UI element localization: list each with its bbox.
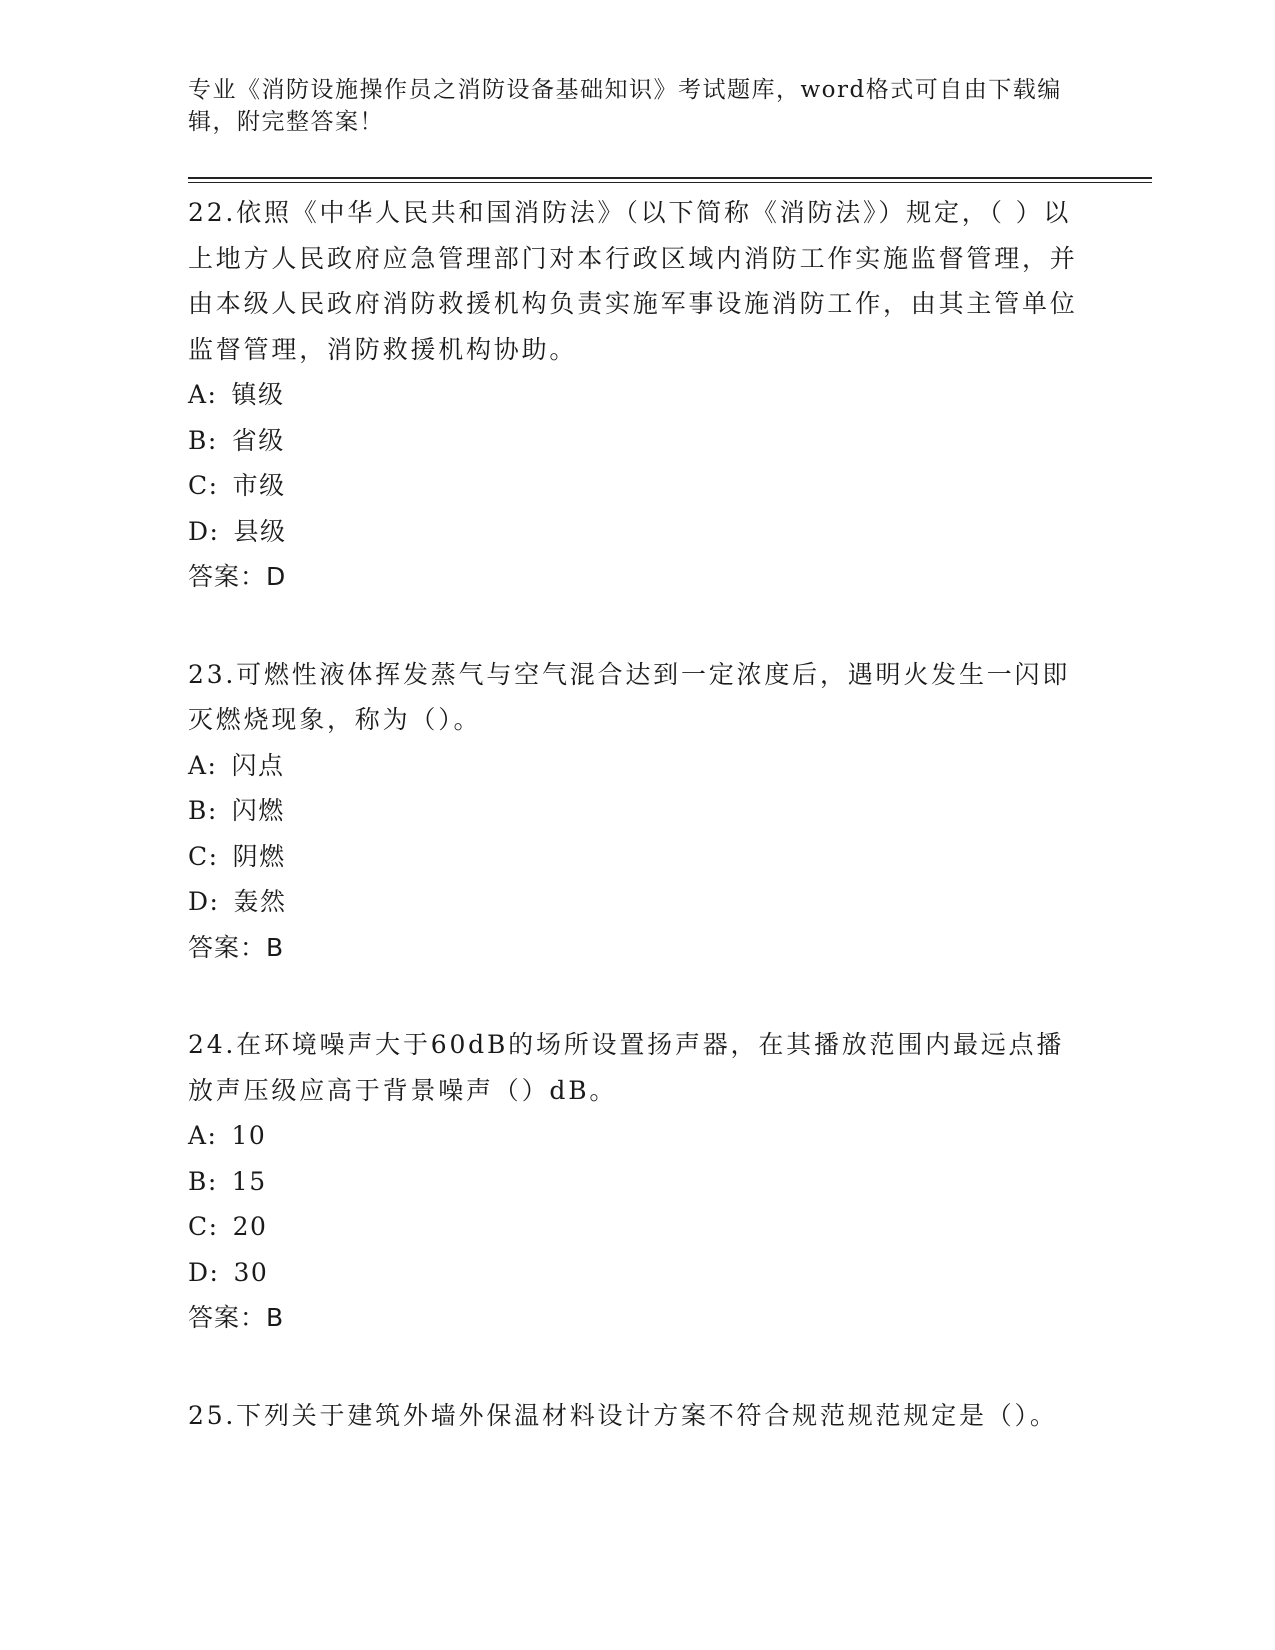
option-key: A:: [188, 750, 218, 780]
header-divider-thick: [188, 177, 1152, 179]
option-c: [188, 1204, 1088, 1250]
option-a: [188, 372, 1088, 418]
option-text: 轰然: [233, 887, 287, 916]
option-text: 30: [233, 1257, 269, 1287]
question-list: [188, 190, 1088, 1490]
option-text: 20: [232, 1212, 268, 1241]
option-key: B:: [188, 425, 218, 455]
option-text: 闪点: [231, 750, 285, 780]
option-text: 县级: [233, 516, 287, 546]
option-key: C:: [188, 1212, 219, 1241]
answer: 答案：B: [188, 932, 285, 962]
document-intro: 专业《消防设施操作员之消防设备基础知识》考试题库，word格式可自由下载编辑，附完整答案！: [188, 77, 1062, 135]
option-text: 15: [231, 1166, 267, 1196]
option-text: 省级: [231, 425, 285, 455]
option-d: [188, 509, 1088, 555]
question-stem: 22.依照《中华人民共和国消防法》（以下简称《消防法》）规定，（ ）以上地方人民政府应急管理部门对本行政区域内消防工作实施监督管理，并由本级人民政府消防救援机构负责实施军事设施消防工作，由其主管单位监督管理，消防救援机构协助。: [188, 198, 1078, 364]
option-text: 闪燃: [231, 796, 285, 825]
answer: 答案：D: [188, 562, 287, 591]
answer: 答案：B: [188, 1303, 285, 1332]
option-key: B:: [188, 796, 218, 825]
option-b: [188, 1159, 1088, 1205]
question-24: [188, 1022, 1088, 1341]
option-b: [188, 418, 1088, 464]
option-key: D:: [188, 1257, 220, 1287]
question-stem: 25.下列关于建筑外墙外保温材料设计方案不符合规范规范规定是（）。: [188, 1400, 1058, 1430]
option-text: 10: [231, 1121, 267, 1150]
option-key: A:: [188, 380, 218, 409]
option-key: D:: [188, 887, 220, 916]
header-divider-thin: [188, 182, 1152, 183]
option-key: B:: [188, 1166, 218, 1196]
question-23: [188, 652, 1088, 971]
option-d: [188, 1250, 1088, 1296]
option-a: [188, 743, 1088, 789]
option-text: 市级: [232, 471, 286, 500]
option-key: C:: [188, 471, 219, 500]
option-d: [188, 879, 1088, 925]
option-key: D:: [188, 516, 220, 546]
option-text: 阴燃: [232, 841, 286, 871]
option-a: [188, 1113, 1088, 1159]
option-key: A:: [188, 1121, 218, 1150]
question-25: [188, 1393, 1088, 1439]
option-key: C:: [188, 841, 219, 871]
option-c: [188, 463, 1088, 509]
question-stem: 24.在环境噪声大于60dB的场所设置扬声器，在其播放范围内最远点播放声压级应高于背景噪声（）dB。: [188, 1030, 1065, 1105]
option-b: [188, 788, 1088, 834]
option-c: [188, 834, 1088, 880]
question-22: [188, 190, 1088, 600]
option-text: 镇级: [231, 380, 285, 409]
question-stem: 23.可燃性液体挥发蒸气与空气混合达到一定浓度后，遇明火发生一闪即灭燃烧现象，称为（）。: [188, 659, 1071, 734]
